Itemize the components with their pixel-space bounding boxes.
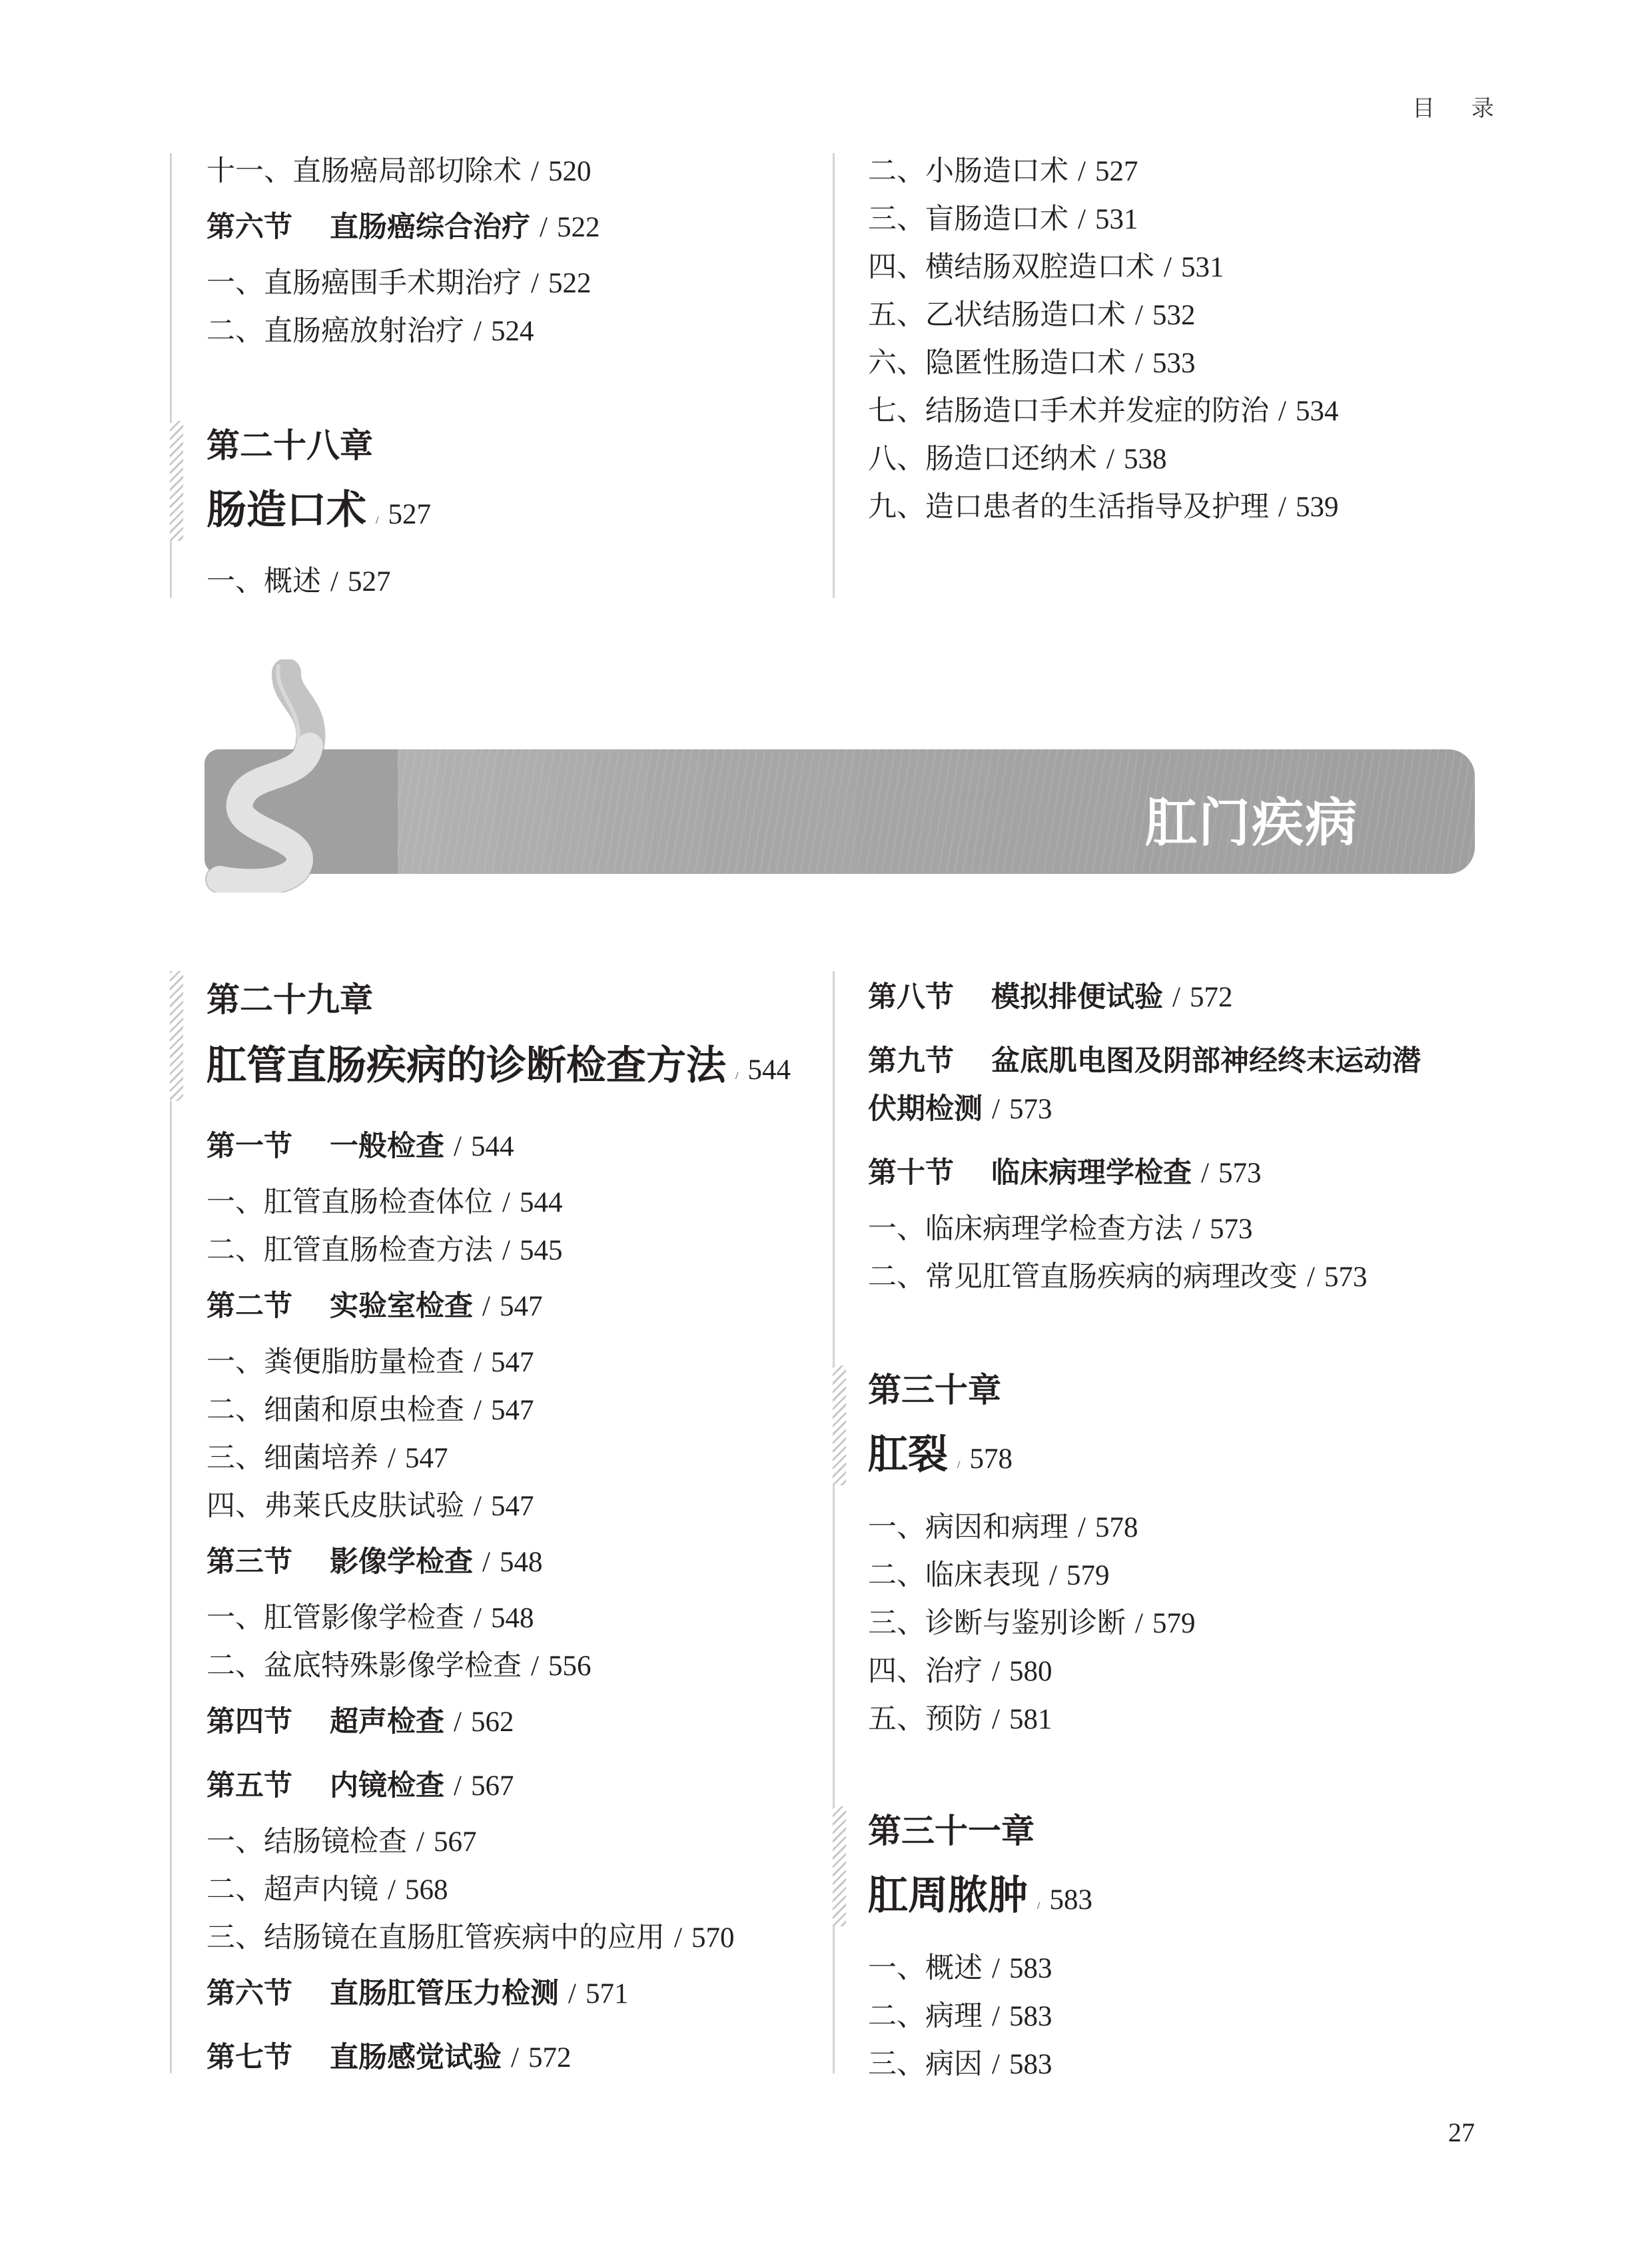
- section-heading[interactable]: 第十节 临床病理学检查 / 573: [868, 1156, 1262, 1190]
- bottom-left-rule: [170, 971, 172, 2073]
- section-page: 572: [1189, 982, 1233, 1013]
- toc-entry[interactable]: 一、肛管影像学检查 / 548: [206, 1601, 534, 1635]
- chapter-marker-29: [170, 971, 183, 1101]
- entry-page: 545: [519, 1235, 563, 1266]
- intestine-overlay-icon: [200, 659, 346, 893]
- section-title: 实验室检查: [330, 1290, 473, 1323]
- entry-page: 583: [1009, 2001, 1052, 2032]
- section-title: 直肠肛管压力检测: [330, 1977, 559, 2010]
- entry-label: 五、乙状结肠造口术: [868, 298, 1126, 332]
- entry-page: 547: [490, 1395, 534, 1426]
- entry-page: 573: [1209, 1214, 1253, 1245]
- entry-label: 一、直肠癌围手术期治疗: [206, 266, 522, 300]
- chapter-title-line[interactable]: 肠造口术 / 527: [206, 487, 431, 534]
- section-number: 第六节: [206, 1977, 292, 2010]
- toc-entry[interactable]: 二、常见肛管直肠疾病的病理改变 / 573: [868, 1260, 1368, 1294]
- toc-entry[interactable]: 二、小肠造口术 / 527: [868, 155, 1138, 188]
- entry-page: 547: [490, 1491, 534, 1522]
- entry-page: 578: [1094, 1512, 1138, 1543]
- section-page: 522: [556, 212, 600, 243]
- entry-page: 544: [519, 1187, 563, 1218]
- toc-entry[interactable]: 二、临床表现 / 579: [868, 1559, 1110, 1592]
- chapter-marker-28: [170, 421, 183, 541]
- section-heading[interactable]: 第七节 直肠感觉试验 / 572: [206, 2041, 572, 2074]
- entry-page: 548: [490, 1603, 534, 1634]
- section-heading[interactable]: [868, 1044, 1421, 1078]
- section-heading[interactable]: 第六节 直肠肛管压力检测 / 571: [206, 1977, 629, 2010]
- section-heading[interactable]: 第五节 内镜检查 / 567: [206, 1769, 514, 1802]
- section-number: 第七节: [206, 2041, 292, 2074]
- entry-page: 533: [1152, 348, 1196, 379]
- part-banner: [205, 749, 1475, 874]
- chapter-title-line[interactable]: 肛管直肠疾病的诊断检查方法 / 544: [206, 1042, 791, 1089]
- toc-entry[interactable]: 二、超声内镜 / 568: [206, 1873, 448, 1906]
- section-page: 571: [585, 1978, 629, 2010]
- toc-entry[interactable]: 一、临床病理学检查方法 / 573: [868, 1212, 1253, 1246]
- entry-page: 568: [404, 1874, 448, 1906]
- section-number: 第二节: [206, 1290, 292, 1323]
- toc-entry[interactable]: 四、横结肠双腔造口术 / 531: [868, 250, 1224, 284]
- section-title: 一般检查: [330, 1130, 444, 1163]
- chapter-page: 544: [747, 1054, 791, 1086]
- section-number: 第九节: [868, 1044, 954, 1078]
- section-title: 直肠感觉试验: [330, 2041, 502, 2074]
- chapter-title: 肛裂: [868, 1431, 948, 1478]
- entry-label: 三、病因: [868, 2048, 983, 2081]
- entry-page: 539: [1295, 492, 1339, 523]
- toc-entry[interactable]: 一、概述 / 527: [206, 565, 391, 598]
- chapter-marker-31: [833, 1806, 846, 1926]
- entry-label: 二、盆底特殊影像学检查: [206, 1649, 522, 1682]
- entry-label: 七、结肠造口手术并发症的防治: [868, 394, 1269, 428]
- entry-label: 一、肛管影像学检查: [206, 1601, 464, 1635]
- entry-label: 二、临床表现: [868, 1559, 1040, 1592]
- entry-page: 527: [1094, 156, 1138, 187]
- toc-entry[interactable]: 一、肛管直肠检查体位 / 544: [206, 1186, 563, 1219]
- entry-page: 583: [1009, 2049, 1052, 2080]
- section-number: 第三节: [206, 1545, 292, 1579]
- entry-label: 四、治疗: [868, 1655, 983, 1688]
- entry-page: 573: [1324, 1262, 1368, 1293]
- chapter-title: 肠造口术: [206, 487, 366, 534]
- toc-entry[interactable]: 四、治疗 / 580: [868, 1655, 1052, 1688]
- entry-page: 538: [1123, 444, 1167, 475]
- toc-entry[interactable]: 九、造口患者的生活指导及护理 / 539: [868, 490, 1339, 524]
- toc-entry[interactable]: 一、粪便脂肪量检查 / 547: [206, 1345, 534, 1379]
- entry-label: 一、临床病理学检查方法: [868, 1212, 1183, 1246]
- entry-page: 583: [1009, 1953, 1052, 1984]
- toc-entry[interactable]: 三、结肠镜在直肠肛管疾病中的应用 / 570: [206, 1921, 735, 1954]
- toc-entry[interactable]: 三、诊断与鉴别诊断 / 579: [868, 1607, 1196, 1640]
- section-number: 第六节: [206, 210, 292, 244]
- entry-label: 九、造口患者的生活指导及护理: [868, 490, 1269, 524]
- toc-entry[interactable]: 二、盆底特殊影像学检查 / 556: [206, 1649, 592, 1682]
- page-number: 27: [1448, 2117, 1475, 2147]
- entry-label: 三、结肠镜在直肠肛管疾病中的应用: [206, 1921, 665, 1954]
- section-page: 572: [528, 2042, 572, 2073]
- section-title: 超声检查: [330, 1705, 444, 1738]
- section-page: 548: [499, 1547, 543, 1578]
- section-page: 573: [1009, 1094, 1052, 1125]
- entry-page: 547: [490, 1347, 534, 1378]
- toc-entry[interactable]: 二、直肠癌放射治疗 / 524: [206, 314, 534, 348]
- chapter-page: 578: [969, 1443, 1013, 1475]
- entry-label: 四、横结肠双腔造口术: [868, 250, 1154, 284]
- entry-page: 579: [1066, 1560, 1110, 1591]
- chapter-title-line[interactable]: 肛周脓肿 / 583: [868, 1872, 1092, 1919]
- toc-entry[interactable]: 十一、直肠癌局部切除术 / 520: [206, 155, 592, 188]
- entry-page: 580: [1009, 1656, 1052, 1687]
- chapter-title: 肛管直肠疾病的诊断检查方法: [206, 1042, 726, 1089]
- entry-label: 三、诊断与鉴别诊断: [868, 1607, 1126, 1640]
- chapter-page: 583: [1049, 1884, 1092, 1916]
- entry-label: 二、直肠癌放射治疗: [206, 314, 464, 348]
- entry-label: 五、预防: [868, 1702, 983, 1736]
- entry-page: 524: [490, 316, 534, 347]
- entry-label: 十一、直肠癌局部切除术: [206, 155, 522, 188]
- entry-label: 二、小肠造口术: [868, 155, 1068, 188]
- entry-label: 二、超声内镜: [206, 1873, 378, 1906]
- section-title: 内镜检查: [330, 1769, 444, 1802]
- toc-entry[interactable]: 二、病理 / 583: [868, 2000, 1052, 2033]
- section-title: 影像学检查: [330, 1545, 473, 1579]
- entry-label: 二、肛管直肠检查方法: [206, 1234, 493, 1267]
- toc-entry[interactable]: 七、结肠造口手术并发症的防治 / 534: [868, 394, 1339, 428]
- entry-page: 531: [1180, 252, 1224, 283]
- entry-label: 二、病理: [868, 2000, 983, 2033]
- chapter-number: 第二十八章: [206, 426, 373, 465]
- toc-entry[interactable]: 一、结肠镜检查 / 567: [206, 1825, 477, 1858]
- toc-entry[interactable]: 一、概述 / 583: [868, 1952, 1052, 1985]
- entry-page: 579: [1152, 1608, 1196, 1639]
- entry-label: 六、隐匿性肠造口术: [868, 346, 1126, 380]
- section-heading[interactable]: 第三节 影像学检查 / 548: [206, 1545, 543, 1579]
- toc-entry[interactable]: 五、乙状结肠造口术 / 532: [868, 298, 1196, 332]
- entry-page: 531: [1094, 204, 1138, 235]
- toc-entry[interactable]: 三、盲肠造口术 / 531: [868, 202, 1138, 236]
- section-page: 562: [470, 1706, 514, 1738]
- chapter-marker-30: [833, 1365, 846, 1485]
- section-page: 573: [1218, 1158, 1262, 1189]
- toc-entry[interactable]: 一、病因和病理 / 578: [868, 1511, 1138, 1544]
- toc-entry[interactable]: 一、直肠癌围手术期治疗 / 522: [206, 266, 592, 300]
- section-number: 第一节: [206, 1130, 292, 1163]
- section-heading[interactable]: 第八节 模拟排便试验 / 572: [868, 980, 1233, 1014]
- chapter-number: 第三十一章: [868, 1812, 1034, 1850]
- section-page: 567: [470, 1770, 514, 1802]
- section-heading[interactable]: 第一节 一般检查 / 544: [206, 1130, 514, 1163]
- entry-page: 581: [1009, 1704, 1052, 1735]
- entry-label: 一、肛管直肠检查体位: [206, 1186, 493, 1219]
- section-number: 第四节: [206, 1705, 292, 1738]
- entry-page: 520: [548, 156, 592, 187]
- section-page: 547: [499, 1291, 543, 1322]
- entry-label: 四、弗莱氏皮肤试验: [206, 1489, 464, 1523]
- chapter-number: 第三十章: [868, 1371, 1001, 1409]
- section-title: 伏期检测: [868, 1092, 983, 1126]
- section-number: 第五节: [206, 1769, 292, 1802]
- section-heading[interactable]: 第四节 超声检查 / 562: [206, 1705, 514, 1738]
- toc-entry[interactable]: 四、弗莱氏皮肤试验 / 547: [206, 1489, 534, 1523]
- entry-page: 556: [548, 1651, 592, 1682]
- toc-entry[interactable]: 二、细菌和原虫检查 / 547: [206, 1393, 534, 1427]
- section-heading[interactable]: 第六节 直肠癌综合治疗 / 522: [206, 210, 600, 244]
- toc-entry[interactable]: 五、预防 / 581: [868, 1702, 1052, 1736]
- section-title: 盆底肌电图及阴部神经终末运动潜: [991, 1044, 1421, 1078]
- entry-label: 一、概述: [868, 1952, 983, 1985]
- entry-page: 522: [548, 268, 592, 299]
- entry-page: 547: [404, 1443, 448, 1474]
- toc-entry[interactable]: 二、肛管直肠检查方法 / 545: [206, 1234, 563, 1267]
- section-number: 第十节: [868, 1156, 954, 1190]
- section-number: 第八节: [868, 980, 954, 1014]
- toc-entry[interactable]: 八、肠造口还纳术 / 538: [868, 442, 1167, 476]
- toc-entry[interactable]: 三、细菌培养 / 547: [206, 1441, 448, 1475]
- section-heading-continued[interactable]: 伏期检测 / 573: [868, 1092, 1052, 1126]
- chapter-number: 第二十九章: [206, 980, 373, 1019]
- entry-label: 二、常见肛管直肠疾病的病理改变: [868, 1260, 1298, 1294]
- entry-label: 一、结肠镜检查: [206, 1825, 407, 1858]
- entry-page: 567: [433, 1826, 477, 1858]
- entry-label: 一、粪便脂肪量检查: [206, 1345, 464, 1379]
- entry-label: 一、概述: [206, 565, 321, 598]
- entry-label: 二、细菌和原虫检查: [206, 1393, 464, 1427]
- entry-page: 534: [1295, 396, 1339, 427]
- entry-page: 570: [691, 1922, 735, 1954]
- section-title: 模拟排便试验: [991, 980, 1163, 1014]
- entry-page: 527: [347, 566, 391, 597]
- entry-label: 三、细菌培养: [206, 1441, 378, 1475]
- running-header: 目 录: [1412, 95, 1509, 122]
- section-title: 临床病理学检查: [991, 1156, 1192, 1190]
- toc-entry[interactable]: 六、隐匿性肠造口术 / 533: [868, 346, 1196, 380]
- entry-page: 532: [1152, 300, 1196, 331]
- banner-title: 肛门疾病: [1144, 793, 1358, 853]
- entry-label: 八、肠造口还纳术: [868, 442, 1097, 476]
- chapter-title-line[interactable]: 肛裂 / 578: [868, 1431, 1013, 1478]
- toc-entry[interactable]: 三、病因 / 583: [868, 2048, 1052, 2081]
- chapter-page: 527: [388, 499, 431, 530]
- entry-label: 一、病因和病理: [868, 1511, 1068, 1544]
- section-heading[interactable]: 第二节 实验室检查 / 547: [206, 1290, 543, 1323]
- chapter-title: 肛周脓肿: [868, 1872, 1028, 1919]
- entry-label: 三、盲肠造口术: [868, 202, 1068, 236]
- section-page: 544: [470, 1131, 514, 1162]
- top-column-divider: [833, 153, 835, 598]
- section-title: 直肠癌综合治疗: [330, 210, 530, 244]
